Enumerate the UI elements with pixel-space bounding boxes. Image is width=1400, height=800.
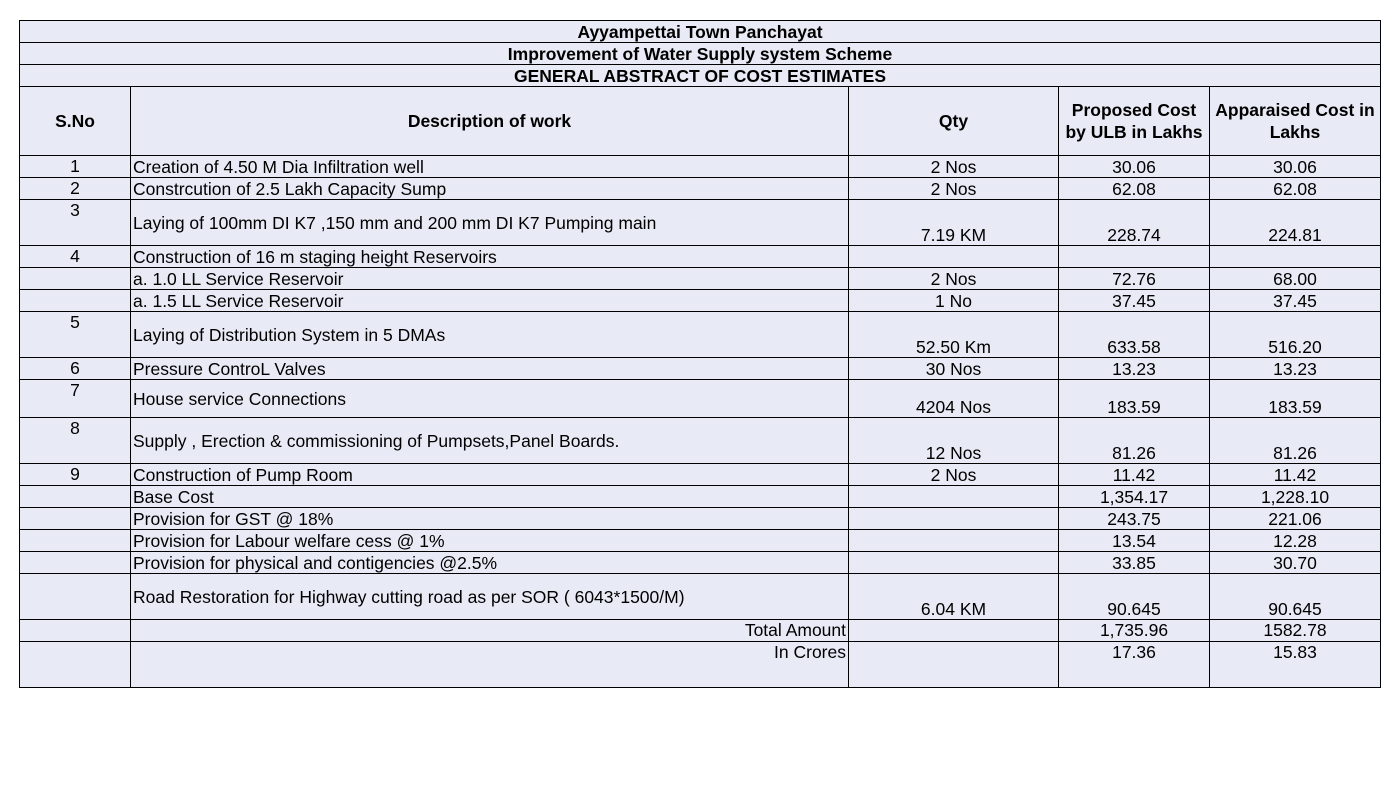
- row-appraised-cost: 221.06: [1210, 508, 1381, 530]
- total-label: Total Amount: [131, 620, 849, 642]
- row-sno: [20, 268, 131, 290]
- row-sno: 3: [20, 200, 131, 246]
- row-proposed-cost: 183.59: [1059, 380, 1210, 418]
- cost-estimate-table: [19, 20, 1381, 688]
- row-proposed-cost: 1,354.17: [1059, 486, 1210, 508]
- row-sno: [20, 290, 131, 312]
- table-row: [20, 268, 1381, 290]
- row-sno: [20, 574, 131, 620]
- table-row: [20, 418, 1381, 464]
- row-qty: 2 Nos: [849, 178, 1059, 200]
- row-appraised-cost: 224.81: [1210, 200, 1381, 246]
- row-appraised-cost: [1210, 246, 1381, 268]
- row-appraised-cost: 62.08: [1210, 178, 1381, 200]
- row-description: a. 1.5 LL Service Reservoir: [131, 290, 849, 312]
- row-qty: [849, 552, 1059, 574]
- row-appraised-cost: 30.06: [1210, 156, 1381, 178]
- row-proposed-cost: 228.74: [1059, 200, 1210, 246]
- row-qty: 2 Nos: [849, 156, 1059, 178]
- row-sno: [20, 486, 131, 508]
- row-qty: 1 No: [849, 290, 1059, 312]
- table-row: [20, 290, 1381, 312]
- row-qty: 2 Nos: [849, 464, 1059, 486]
- row-sno: 1: [20, 156, 131, 178]
- crores-label: In Crores: [131, 642, 849, 688]
- total-row: [20, 620, 1381, 642]
- row-proposed-cost: 33.85: [1059, 552, 1210, 574]
- row-appraised-cost: 68.00: [1210, 268, 1381, 290]
- header-appraised-cost: Apparaised Cost in Lakhs: [1210, 87, 1381, 156]
- row-proposed-cost: 81.26: [1059, 418, 1210, 464]
- table-row: [20, 464, 1381, 486]
- row-sno: 7: [20, 380, 131, 418]
- row-sno: 6: [20, 358, 131, 380]
- row-qty: 4204 Nos: [849, 380, 1059, 418]
- total-appraised: 1582.78: [1210, 620, 1381, 642]
- row-appraised-cost: 12.28: [1210, 530, 1381, 552]
- row-appraised-cost: 516.20: [1210, 312, 1381, 358]
- row-qty: 52.50 Km: [849, 312, 1059, 358]
- row-sno: 8: [20, 418, 131, 464]
- total-proposed: 1,735.96: [1059, 620, 1210, 642]
- row-qty: [849, 486, 1059, 508]
- table-row: [20, 380, 1381, 418]
- row-proposed-cost: 72.76: [1059, 268, 1210, 290]
- row-proposed-cost: 62.08: [1059, 178, 1210, 200]
- row-proposed-cost: 243.75: [1059, 508, 1210, 530]
- row-description: Base Cost: [131, 486, 849, 508]
- table-row: [20, 200, 1381, 246]
- row-appraised-cost: 90.645: [1210, 574, 1381, 620]
- row-description: Construction of Pump Room: [131, 464, 849, 486]
- row-sno: 2: [20, 178, 131, 200]
- row-appraised-cost: 30.70: [1210, 552, 1381, 574]
- row-qty: 2 Nos: [849, 268, 1059, 290]
- row-proposed-cost: 13.54: [1059, 530, 1210, 552]
- row-qty: 30 Nos: [849, 358, 1059, 380]
- scheme-title: Improvement of Water Supply system Scheme: [20, 43, 1381, 65]
- row-sno: 4: [20, 246, 131, 268]
- row-description: Provision for physical and contigencies @2.5%: [131, 552, 849, 574]
- abstract-title: GENERAL ABSTRACT OF COST ESTIMATES: [20, 65, 1381, 87]
- table-row: [20, 508, 1381, 530]
- row-description: a. 1.0 LL Service Reservoir: [131, 268, 849, 290]
- table-row: [20, 358, 1381, 380]
- crores-sno: [20, 642, 131, 688]
- row-proposed-cost: 37.45: [1059, 290, 1210, 312]
- row-description: Provision for Labour welfare cess @ 1%: [131, 530, 849, 552]
- row-qty: [849, 508, 1059, 530]
- row-proposed-cost: 30.06: [1059, 156, 1210, 178]
- row-description: House service Connections: [131, 380, 849, 418]
- table-row: [20, 312, 1381, 358]
- table-row: [20, 178, 1381, 200]
- crores-qty: [849, 642, 1059, 688]
- row-description: Road Restoration for Highway cutting road as per SOR ( 6043*1500/M): [131, 574, 849, 620]
- header-qty: Qty: [849, 87, 1059, 156]
- crores-appraised: 15.83: [1210, 642, 1381, 688]
- town-panchayat-title: Ayyampettai Town Panchayat: [20, 21, 1381, 43]
- total-sno: [20, 620, 131, 642]
- row-description: Laying of Distribution System in 5 DMAs: [131, 312, 849, 358]
- row-appraised-cost: 37.45: [1210, 290, 1381, 312]
- row-qty: 6.04 KM: [849, 574, 1059, 620]
- row-proposed-cost: 633.58: [1059, 312, 1210, 358]
- crores-row: [20, 642, 1381, 688]
- table-row: [20, 246, 1381, 268]
- row-description: Constrcution of 2.5 Lakh Capacity Sump: [131, 178, 849, 200]
- row-sno: 5: [20, 312, 131, 358]
- row-qty: [849, 530, 1059, 552]
- row-proposed-cost: 11.42: [1059, 464, 1210, 486]
- header-sno: S.No: [20, 87, 131, 156]
- row-appraised-cost: 11.42: [1210, 464, 1381, 486]
- row-sno: 9: [20, 464, 131, 486]
- row-appraised-cost: 183.59: [1210, 380, 1381, 418]
- row-proposed-cost: 90.645: [1059, 574, 1210, 620]
- row-description: Laying of 100mm DI K7 ,150 mm and 200 mm DI K7 Pumping main: [131, 200, 849, 246]
- row-appraised-cost: 81.26: [1210, 418, 1381, 464]
- row-qty: [849, 246, 1059, 268]
- row-description: Construction of 16 m staging height Reservoirs: [131, 246, 849, 268]
- header-row: [20, 87, 1381, 156]
- row-proposed-cost: 13.23: [1059, 358, 1210, 380]
- total-qty: [849, 620, 1059, 642]
- row-description: Supply , Erection & commissioning of Pumpsets,Panel Boards.: [131, 418, 849, 464]
- row-qty: 12 Nos: [849, 418, 1059, 464]
- row-sno: [20, 552, 131, 574]
- row-appraised-cost: 13.23: [1210, 358, 1381, 380]
- row-sno: [20, 508, 131, 530]
- row-sno: [20, 530, 131, 552]
- table-row: [20, 486, 1381, 508]
- row-proposed-cost: [1059, 246, 1210, 268]
- row-qty: 7.19 KM: [849, 200, 1059, 246]
- table-row: [20, 530, 1381, 552]
- header-description: Description of work: [131, 87, 849, 156]
- row-appraised-cost: 1,228.10: [1210, 486, 1381, 508]
- table-row: [20, 574, 1381, 620]
- header-proposed-cost: Proposed Cost by ULB in Lakhs: [1059, 87, 1210, 156]
- row-description: Provision for GST @ 18%: [131, 508, 849, 530]
- table-row: [20, 156, 1381, 178]
- table-row: [20, 552, 1381, 574]
- row-description: Creation of 4.50 M Dia Infiltration well: [131, 156, 849, 178]
- crores-proposed: 17.36: [1059, 642, 1210, 688]
- row-description: Pressure ControL Valves: [131, 358, 849, 380]
